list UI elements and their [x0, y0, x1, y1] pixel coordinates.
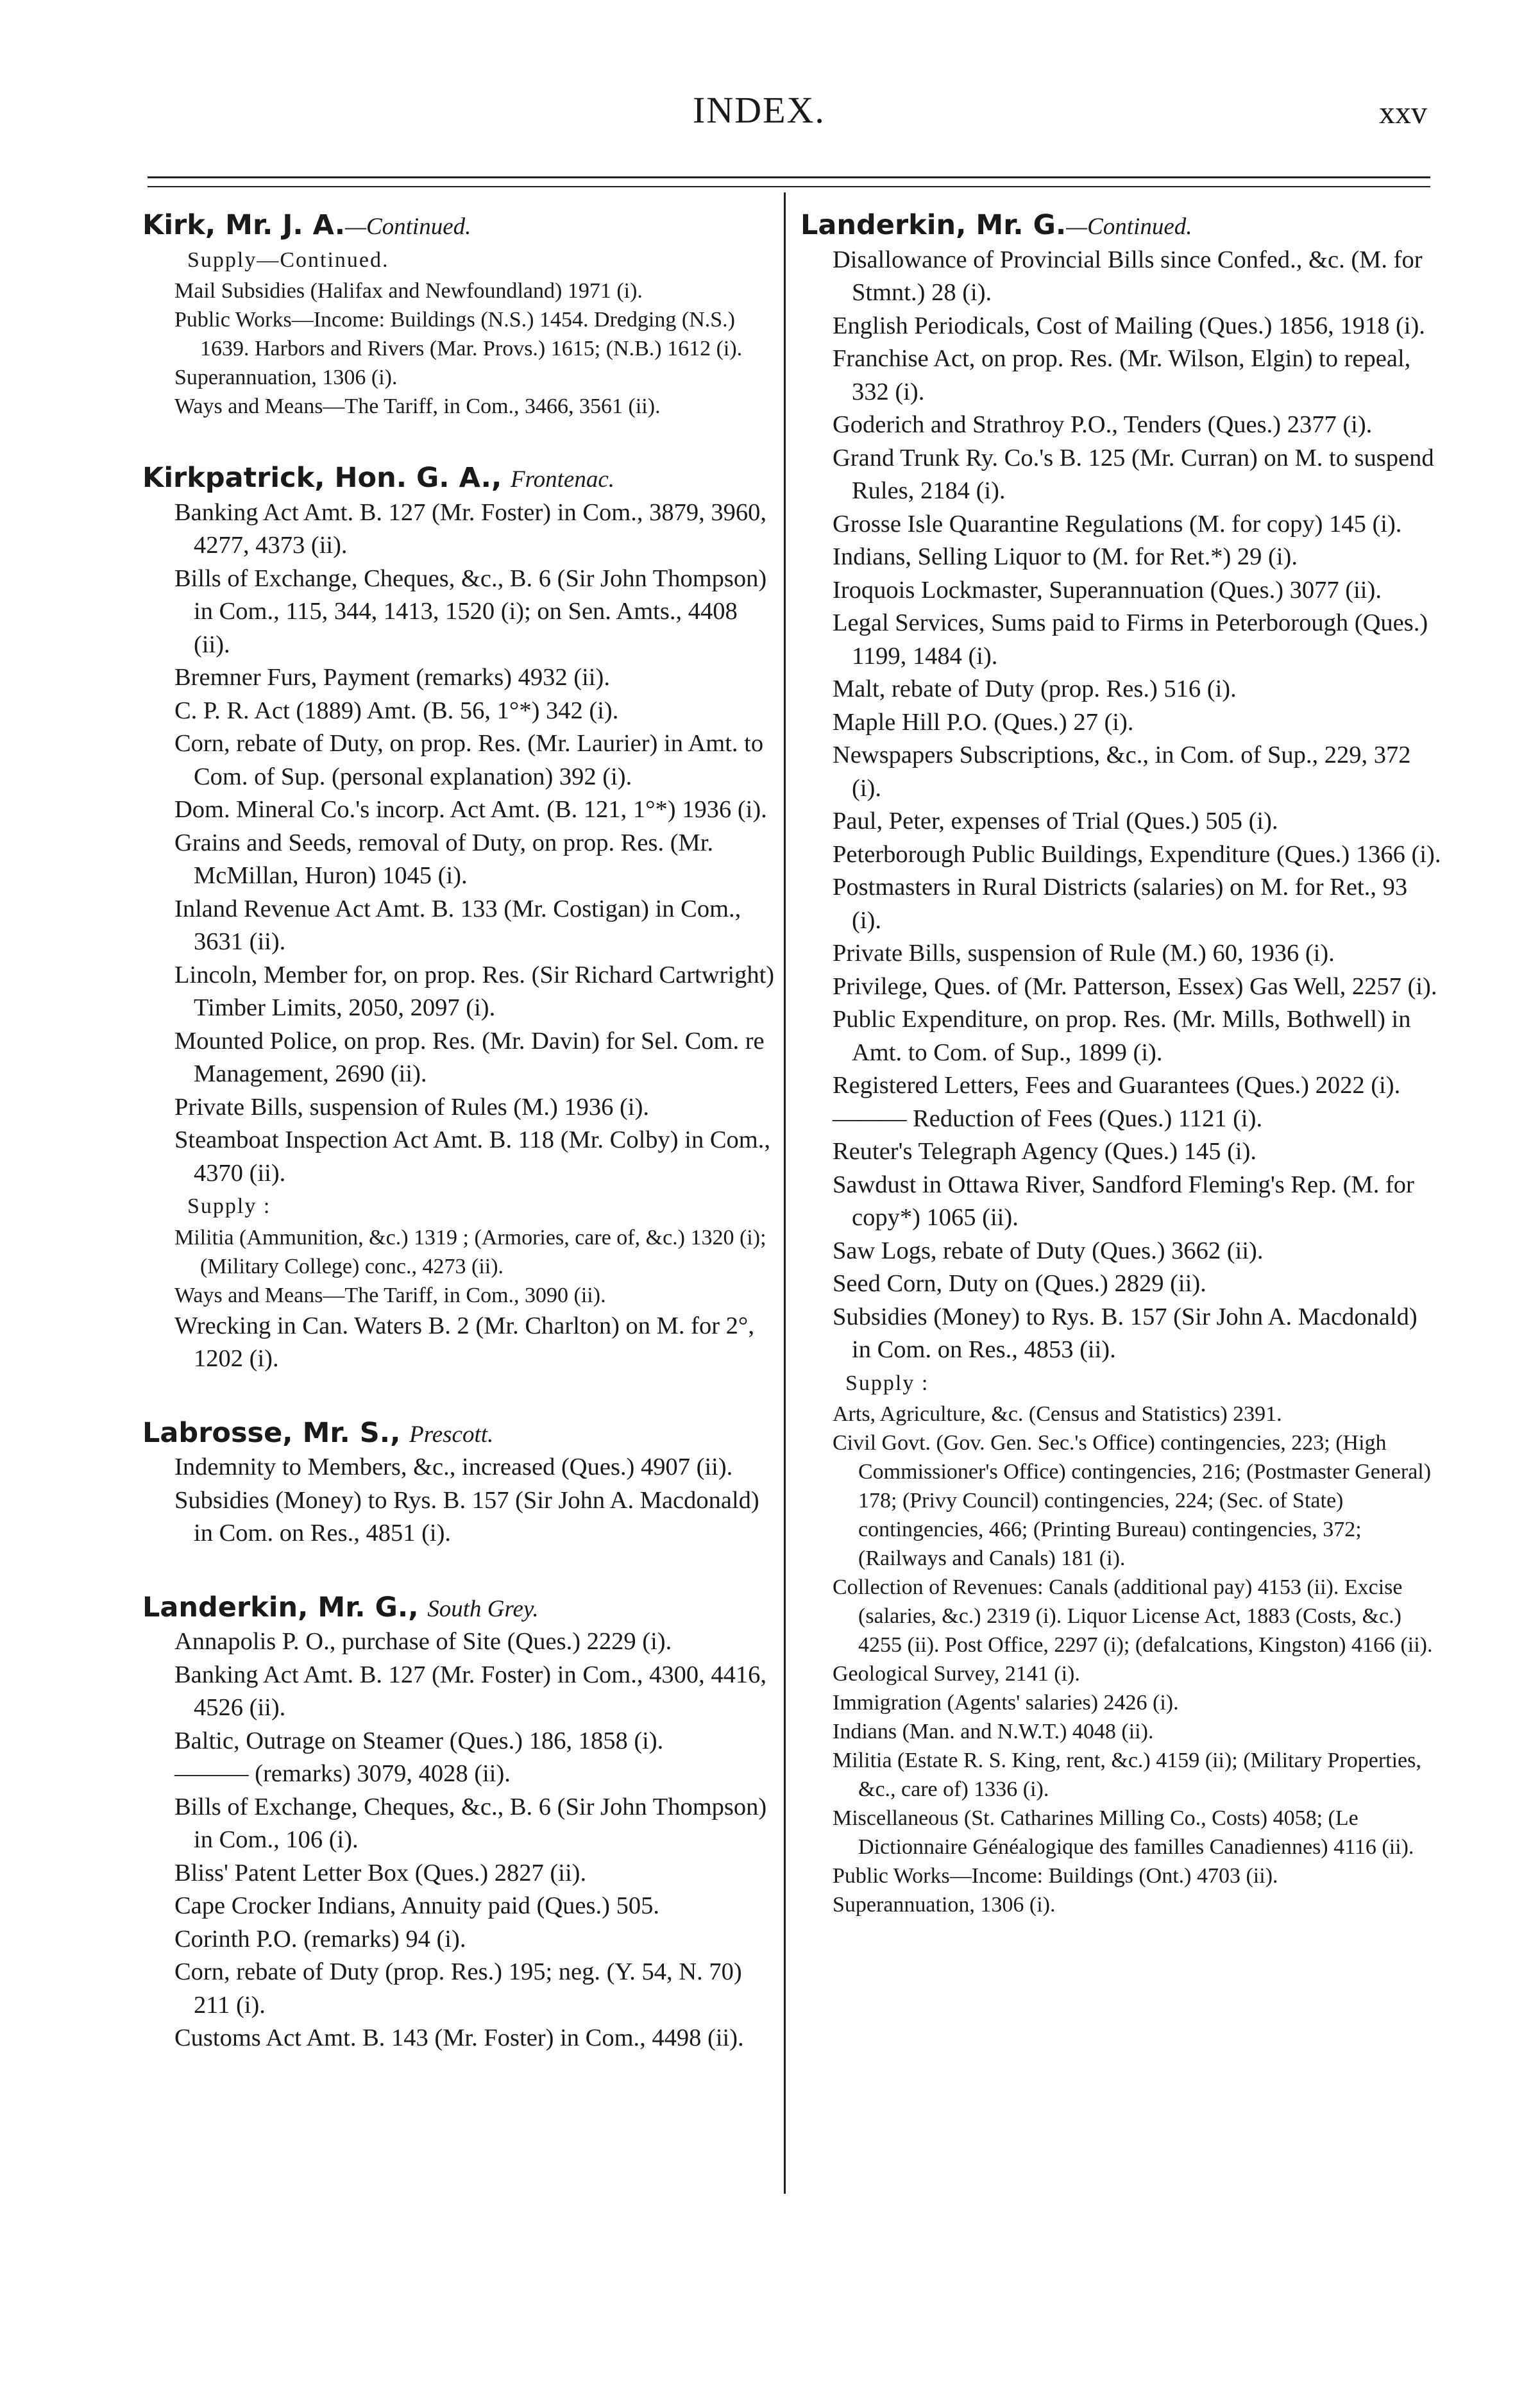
index-entry: Bills of Exchange, Cheques, &c., B. 6 (Sir John Thompson) in Com., 115, 344, 1413, 1520 (i); on Sen. Amts., 4408 (ii). [174, 564, 767, 658]
index-entry: Peterborough Public Buildings, Expenditure (Ques.) 1366 (i). [833, 840, 1441, 868]
index-entry: Bills of Exchange, Cheques, &c., B. 6 (Sir John Thompson) in Com., 106 (i). [174, 1793, 767, 1853]
index-entry: Grains and Seeds, removal of Duty, on prop. Res. (Mr. McMillan, Huron) 1045 (i). [174, 829, 714, 889]
index-entry: Iroquois Lockmaster, Superannuation (Ques.) 3077 (ii). [833, 576, 1382, 604]
supply-line: Civil Govt. (Gov. Gen. Sec.'s Office) contingencies, 223; (High Commissioner's Office) contingencies, 216; (Postmaster General) 178; (Privy Council) contingencies, 224; (Sec. of State) contingencies, 466; (Printing Bureau) contingencies, 372; (Railways and Canals) 181 (i). [833, 1431, 1432, 1570]
index-entry: C. P. R. Act (1889) Amt. (B. 56, 1°*) 342 (i). [174, 697, 619, 724]
header-rule [148, 176, 1430, 178]
supply-line: Public Works—Income: Buildings (N.S.) 1454. Dredging (N.S.) 1639. Harbors and Rivers (Mar. Provs.) 1615; (N.B.) 1612 (i). [174, 308, 743, 360]
index-entry: Bliss' Patent Letter Box (Ques.) 2827 (ii). [174, 1859, 587, 1887]
index-entry: Private Bills, suspension of Rules (M.) 1936 (i). [174, 1093, 650, 1121]
supply-label: Supply—Continued. [187, 248, 389, 272]
index-entry: Private Bills, suspension of Rule (M.) 60, 1936 (i). [833, 940, 1335, 967]
index-entry: Newspapers Subscriptions, &c., in Com. of Sup., 229, 372 (i). [833, 742, 1411, 802]
entry-heading: Labrosse, Mr. S., Prescott. [142, 1416, 494, 1449]
index-entry: Paul, Peter, expenses of Trial (Ques.) 505 (i). [833, 808, 1278, 835]
index-entry: Dom. Mineral Co.'s incorp. Act Amt. (B. 121, 1°*) 1936 (i). [174, 796, 767, 823]
column-divider [784, 192, 786, 2194]
index-entry: Steamboat Inspection Act Amt. B. 118 (Mr. Colby) in Com., 4370 (ii). [174, 1126, 770, 1187]
index-entry: Lincoln, Member for, on prop. Res. (Sir Richard Cartwright) Timber Limits, 2050, 2097 (i). [174, 961, 775, 1021]
supply-label: Supply : [187, 1194, 271, 1218]
right-column [800, 209, 1442, 1919]
supply-line: Mail Subsidies (Halifax and Newfoundland) 1971 (i). [174, 279, 643, 303]
index-entry: Registered Letters, Fees and Guarantees (Ques.) 2022 (i). [833, 1072, 1401, 1099]
page-title: INDEX. [693, 89, 825, 131]
index-entry: Wrecking in Can. Waters B. 2 (Mr. Charlton) on M. for 2°, 1202 (i). [174, 1312, 754, 1372]
index-entry: Disallowance of Provincial Bills since Confed., &c. (M. for Stmnt.) 28 (i). [833, 246, 1423, 306]
index-entry: Corinth P.O. (remarks) 94 (i). [174, 1925, 466, 1953]
index-entry: Saw Logs, rebate of Duty (Ques.) 3662 (ii). [833, 1237, 1264, 1264]
index-entry: Baltic, Outrage on Steamer (Ques.) 186, 1858 (i). [174, 1727, 664, 1754]
index-entry: Reuter's Telegraph Agency (Ques.) 145 (i). [833, 1138, 1257, 1165]
index-entry: Goderich and Strathroy P.O., Tenders (Ques.) 2377 (i). [833, 411, 1373, 438]
supply-line: Geological Survey, 2141 (i). [833, 1662, 1080, 1686]
index-entry: Postmasters in Rural Districts (salaries) on M. for Ret., 93 (i). [833, 874, 1408, 934]
supply-line: Militia (Ammunition, &c.) 1319 ; (Armories, care of, &c.) 1320 (i); (Military College) conc., 4273 (ii). [174, 1225, 766, 1278]
index-entry: Cape Crocker Indians, Annuity paid (Ques.) 505. [174, 1892, 659, 1919]
supply-line: Public Works—Income: Buildings (Ont.) 4703 (ii). [833, 1864, 1278, 1888]
index-entry: Franchise Act, on prop. Res. (Mr. Wilson, Elgin) to repeal, 332 (i). [833, 345, 1411, 405]
index-entry: Indians, Selling Liquor to (M. for Ret.*) 29 (i). [833, 543, 1298, 570]
entry-heading: Kirk, Mr. J. A.—Continued. [142, 209, 471, 241]
index-entry: Bremner Furs, Payment (remarks) 4932 (ii). [174, 664, 610, 691]
header-rule-thin [148, 186, 1430, 187]
index-entry: Malt, rebate of Duty (prop. Res.) 516 (i). [833, 675, 1237, 702]
index-entry: Corn, rebate of Duty, on prop. Res. (Mr. Laurier) in Amt. to Com. of Sup. (personal explanation) 392 (i). [174, 730, 764, 790]
left-column [142, 209, 777, 2055]
supply-line: Arts, Agriculture, &c. (Census and Statistics) 2391. [833, 1402, 1282, 1426]
index-entry: Maple Hill P.O. (Ques.) 27 (i). [833, 708, 1134, 736]
index-entry: Sawdust in Ottawa River, Sandford Fleming's Rep. (M. for copy*) 1065 (ii). [833, 1171, 1414, 1231]
index-entry: Banking Act Amt. B. 127 (Mr. Foster) in Com., 4300, 4416, 4526 (ii). [174, 1661, 766, 1721]
index-entry: Seed Corn, Duty on (Ques.) 2829 (ii). [833, 1270, 1206, 1297]
index-entry: Corn, rebate of Duty (prop. Res.) 195; neg. (Y. 54, N. 70) 211 (i). [174, 1958, 742, 2019]
entry-heading: Landerkin, Mr. G., South Grey. [142, 1591, 539, 1624]
index-entry: Subsidies (Money) to Rys. B. 157 (Sir John A. Macdonald) in Com. on Res., 4851 (i). [174, 1486, 759, 1547]
supply-line: Ways and Means—The Tariff, in Com., 3090 (ii). [174, 1283, 606, 1307]
index-entry: ——— (remarks) 3079, 4028 (ii). [174, 1760, 511, 1787]
index-entry: Grand Trunk Ry. Co.'s B. 125 (Mr. Curran) on M. to suspend Rules, 2184 (i). [833, 444, 1434, 504]
supply-line: Ways and Means—The Tariff, in Com., 3466, 3561 (ii). [174, 394, 661, 418]
page-header [0, 89, 1515, 146]
index-entry: Inland Revenue Act Amt. B. 133 (Mr. Costigan) in Com., 3631 (ii). [174, 895, 741, 955]
supply-line: Miscellaneous (St. Catharines Milling Co., Costs) 4058; (Le Dictionnaire Généalogique des familles Canadiennes) 4116 (ii). [833, 1806, 1414, 1859]
index-entry: Customs Act Amt. B. 143 (Mr. Foster) in Com., 4498 (ii). [174, 2024, 744, 2051]
index-entry: ——— Reduction of Fees (Ques.) 1121 (i). [833, 1105, 1263, 1132]
index-entry: Grosse Isle Quarantine Regulations (M. for copy) 145 (i). [833, 510, 1402, 538]
supply-line: Militia (Estate R. S. King, rent, &c.) 4159 (ii); (Military Properties, &c., care of) 1336 (i). [833, 1749, 1421, 1801]
entry-heading: Kirkpatrick, Hon. G. A., Frontenac. [142, 462, 615, 494]
supply-line: Superannuation, 1306 (i). [174, 366, 398, 389]
page-number: xxv [1379, 94, 1427, 130]
index-entry: Subsidies (Money) to Rys. B. 157 (Sir John A. Macdonald) in Com. on Res., 4853 (ii). [833, 1303, 1418, 1363]
supply-label: Supply : [845, 1371, 929, 1395]
index-entry: Public Expenditure, on prop. Res. (Mr. Mills, Bothwell) in Amt. to Com. of Sup., 1899 (i). [833, 1006, 1411, 1066]
index-entry: Legal Services, Sums paid to Firms in Peterborough (Ques.) 1199, 1484 (i). [833, 609, 1428, 670]
entry-heading: Landerkin, Mr. G.—Continued. [800, 209, 1192, 241]
supply-line: Immigration (Agents' salaries) 2426 (i). [833, 1691, 1179, 1715]
index-entry: Indemnity to Members, &c., increased (Ques.) 4907 (ii). [174, 1454, 733, 1480]
index-entry: Privilege, Ques. of (Mr. Patterson, Essex) Gas Well, 2257 (i). [833, 972, 1437, 1000]
supply-line: Superannuation, 1306 (i). [833, 1893, 1056, 1917]
index-entry: Banking Act Amt. B. 127 (Mr. Foster) in Com., 3879, 3960, 4277, 4373 (ii). [174, 498, 766, 559]
supply-line: Collection of Revenues: Canals (additional pay) 4153 (ii). Excise (salaries, &c.) 2319 (i). Liquor License Act, 1883 (Costs, &c.) 4255 (ii). Post Office, 2297 (i); (defalcations, Kingston) 4166 (ii). [833, 1575, 1433, 1657]
index-entry: English Periodicals, Cost of Mailing (Ques.) 1856, 1918 (i). [833, 312, 1425, 339]
index-entry: Mounted Police, on prop. Res. (Mr. Davin) for Sel. Com. re Management, 2690 (ii). [174, 1027, 765, 1087]
supply-line: Indians (Man. and N.W.T.) 4048 (ii). [833, 1720, 1154, 1743]
index-entry: Annapolis P. O., purchase of Site (Ques.) 2229 (i). [174, 1628, 672, 1655]
